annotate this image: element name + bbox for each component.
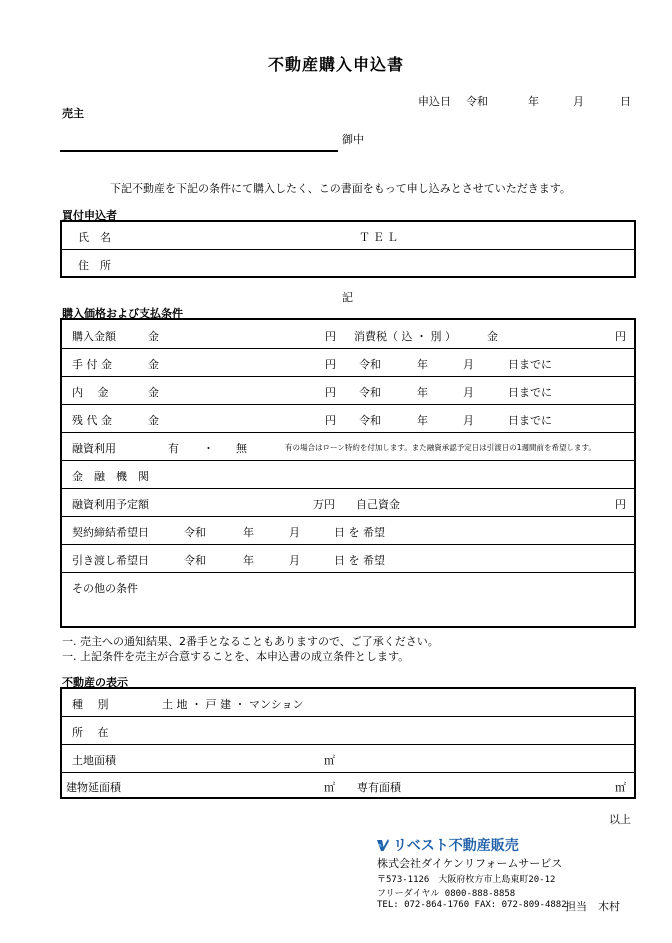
property-box: [60, 687, 636, 799]
price-row-label: 手 付 金: [72, 358, 112, 371]
era-label: 令和: [359, 386, 381, 399]
loan-plan-unit: 万円: [313, 498, 335, 511]
loan-plan-row: [62, 488, 634, 517]
day-label: 日 を 希望: [334, 554, 385, 567]
yen-label: 円: [325, 358, 336, 371]
property-location-row: [62, 716, 634, 745]
loan-yes-option: 有: [168, 442, 179, 455]
buyer-name-label: 氏 名: [78, 231, 111, 244]
seller-suffix: 御中: [342, 133, 364, 146]
buyer-box: [60, 220, 636, 278]
buyer-address-row: [62, 249, 634, 276]
loan-dot: ・: [203, 442, 214, 455]
contract-date-row: [62, 516, 634, 545]
tax-label: 消費税（ 込 ・ 別 ）: [354, 330, 456, 343]
kin-label: 金: [148, 358, 159, 371]
other-conditions-label: その他の条件: [72, 582, 138, 595]
loan-plan-label: 融資利用予定額: [72, 498, 149, 511]
brand-name: リベスト不動産販売: [393, 838, 519, 854]
price-row-label: 購入金額: [72, 330, 116, 343]
property-kind-label: 種 別: [72, 698, 109, 711]
handover-date-label: 引き渡し希望日: [72, 554, 149, 567]
exclusive-area-label: 専有面積: [357, 781, 401, 794]
company-freedial: フリーダイヤル 0800-888-8858: [377, 889, 516, 899]
seller-label: 売主: [62, 107, 84, 120]
price-row-label: 内 金: [72, 386, 109, 399]
bank-row: [62, 460, 634, 489]
bank-label: 金 融 機 関: [72, 470, 149, 483]
own-funds-yen: 円: [615, 498, 626, 511]
month-label: 月: [289, 554, 300, 567]
buyer-section-title: 買付申込者: [62, 209, 117, 222]
land-area-label: 土地面積: [72, 754, 116, 767]
ijou-label: 以上: [609, 813, 631, 826]
seller-line: [60, 150, 338, 152]
kin2-label: 金: [487, 330, 498, 343]
kin-label: 金: [148, 330, 159, 343]
company-name: 株式会社ダイケンリフォームサービス: [377, 857, 563, 870]
year-label: 年: [417, 414, 428, 427]
year-label: 年: [243, 554, 254, 567]
price-section-title: 購入価格および支払条件: [62, 307, 183, 320]
yen-label: 円: [325, 386, 336, 399]
buyer-address-label: 住 所: [78, 259, 111, 272]
date-day: 日: [620, 95, 631, 108]
handover-date-row: [62, 544, 634, 573]
yen2-label: 円: [615, 330, 626, 343]
loan-note: 有の場合はローン特約を付加します。また融資承認予定日は引渡日の1週間前を希望します。: [285, 443, 596, 452]
buyer-name-row: [62, 222, 634, 250]
loan-label: 融資利用: [72, 442, 116, 455]
exclusive-area-unit: ㎡: [615, 781, 626, 794]
price-box: [60, 318, 636, 628]
land-area-row: [62, 744, 634, 773]
company-address: 〒573-1126 大阪府枚方市上島東町20-12: [377, 875, 556, 885]
ki-label: 記: [342, 291, 353, 304]
contract-date-label: 契約締結希望日: [72, 526, 149, 539]
property-kind-value: 土 地 ・ 戸 建 ・ マンション: [162, 698, 304, 711]
era-label: 令和: [184, 554, 206, 567]
property-kind-row: [62, 689, 634, 717]
building-area-unit: ㎡: [324, 781, 335, 794]
property-location-label: 所 在: [72, 726, 109, 739]
document-title: 不動産購入申込書: [267, 55, 404, 74]
year-label: 年: [417, 358, 428, 371]
loan-row: [62, 432, 634, 461]
date-year: 年: [528, 95, 539, 108]
own-funds-label: 自己資金: [356, 498, 400, 511]
price-row-interim: [62, 376, 634, 405]
day-label: 日 を 希望: [334, 526, 385, 539]
brand-logo-icon: [376, 838, 390, 852]
month-label: 月: [463, 414, 474, 427]
company-brand: [376, 835, 519, 855]
building-area-row: [62, 772, 634, 797]
until-label: 日までに: [508, 414, 552, 427]
price-row-balance: [62, 404, 634, 433]
yen-label: 円: [325, 414, 336, 427]
kin-label: 金: [148, 414, 159, 427]
era-label: 令和: [359, 358, 381, 371]
kin-label: 金: [148, 386, 159, 399]
note-2: 一. 上記条件を売主が合意することを、本申込書の成立条件とします。: [62, 650, 410, 663]
date-label: 申込日: [418, 95, 451, 108]
era-label: 令和: [359, 414, 381, 427]
yen-label: 円: [325, 330, 336, 343]
land-area-unit: ㎡: [324, 754, 335, 767]
note-1: 一. 売主への通知結果、2番手となることもありますので、ご了承ください。: [62, 635, 439, 648]
month-label: 月: [463, 386, 474, 399]
price-row-label: 残 代 金: [72, 414, 112, 427]
month-label: 月: [289, 526, 300, 539]
building-area-label: 建物延面積: [66, 781, 121, 794]
until-label: 日までに: [508, 358, 552, 371]
staff-name: 担当 木村: [565, 900, 620, 913]
buyer-tel-label: ＴＥＬ: [359, 231, 401, 244]
loan-no-option: 無: [236, 442, 247, 455]
month-label: 月: [463, 358, 474, 371]
date-month: 月: [573, 95, 584, 108]
until-label: 日までに: [508, 386, 552, 399]
other-conditions-row: [62, 572, 634, 626]
property-section-title: 不動産の表示: [62, 676, 128, 689]
date-era: 令和: [466, 95, 488, 108]
intro-text: 下記不動産を下記の条件にて購入したく、この書面をもって申し込みとさせていただきます。: [110, 182, 571, 195]
price-row-deposit: [62, 348, 634, 377]
era-label: 令和: [184, 526, 206, 539]
price-row-purchase: [62, 320, 634, 349]
year-label: 年: [417, 386, 428, 399]
company-tel-fax: TEL: 072-864-1760 FAX: 072-809-4882: [377, 900, 567, 910]
year-label: 年: [243, 526, 254, 539]
